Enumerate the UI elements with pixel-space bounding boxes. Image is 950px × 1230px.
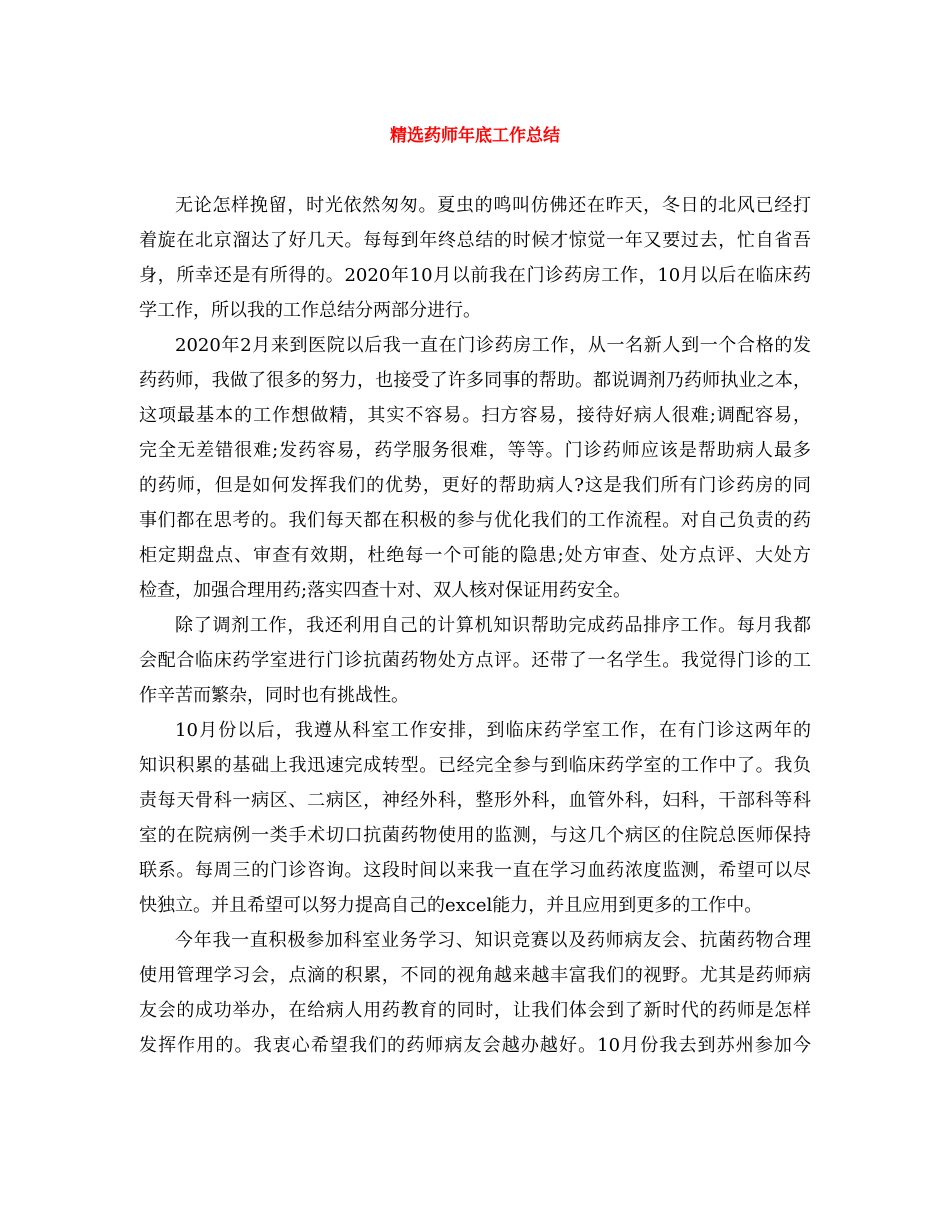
paragraph-line: 发挥作用的。我衷心希望我们的药师病友会越办越好。10月份我去到苏州参加今 <box>139 1035 811 1056</box>
paragraph-line: 室的在院病例一类手术切口抗菌药物使用的监测，与这几个病区的住院总医师保持 <box>139 825 811 846</box>
paragraph-line: 使用管理学习会，点滴的积累，不同的视角越来越丰富我们的视野。尤其是药师病 <box>139 965 811 986</box>
paragraph-line: 2020年2月来到医院以后我一直在门诊药房工作，从一名新人到一个合格的发 <box>175 335 811 356</box>
paragraph-line: 10月份以后，我遵从科室工作安排，到临床药学室工作，在有门诊这两年的 <box>175 720 811 741</box>
paragraph <box>139 923 811 1063</box>
paragraph <box>139 188 811 328</box>
paragraph <box>139 608 811 713</box>
paragraph-line: 责每天骨科一病区、二病区，神经外科，整形外科，血管外科，妇科，干部科等科 <box>139 790 811 811</box>
document-body <box>139 188 811 1063</box>
paragraph-line: 药药师，我做了很多的努力，也接受了许多同事的帮助。都说调剂乃药师执业之本， <box>139 370 811 391</box>
paragraph <box>139 713 811 923</box>
paragraph-line: 着旋在北京溜达了好几天。每每到年终总结的时候才惊觉一年又要过去，忙自省吾 <box>139 230 811 251</box>
paragraph-line: 知识积累的基础上我迅速完成转型。已经完全参与到临床药学室的工作中了。我负 <box>139 755 811 776</box>
paragraph-line: 今年我一直积极参加科室业务学习、知识竞赛以及药师病友会、抗菌药物合理 <box>175 930 811 951</box>
paragraph-line: 会配合临床药学室进行门诊抗菌药物处方点评。还带了一名学生。我觉得门诊的工 <box>139 650 811 671</box>
paragraph-line: 学工作，所以我的工作总结分两部分进行。 <box>139 300 481 321</box>
paragraph-line: 这项最基本的工作想做精，其实不容易。扫方容易，接待好病人很难;调配容易， <box>139 405 811 426</box>
paragraph-line: 柜定期盘点、审查有效期，杜绝每一个可能的隐患;处方审查、处方点评、大处方 <box>139 545 811 566</box>
paragraph-line: 身，所幸还是有所得的。2020年10月以前我在门诊药房工作，10月以后在临床药 <box>139 265 811 286</box>
paragraph-line: 检查，加强合理用药;落实四查十对、双人核对保证用药安全。 <box>139 580 632 601</box>
paragraph-line: 快独立。并且希望可以努力提高自己的excel能力，并且应用到更多的工作中。 <box>139 895 763 916</box>
paragraph-line: 除了调剂工作，我还利用自己的计算机知识帮助完成药品排序工作。每月我都 <box>175 615 811 636</box>
paragraph-line: 事们都在思考的。我们每天都在积极的参与优化我们的工作流程。对自己负责的药 <box>139 510 811 531</box>
paragraph-line: 完全无差错很难;发药容易，药学服务很难，等等。门诊药师应该是帮助病人最多 <box>139 440 811 461</box>
paragraph-line: 友会的成功举办，在给病人用药教育的同时，让我们体会到了新时代的药师是怎样 <box>139 1000 811 1021</box>
paragraph-line: 的药师，但是如何发挥我们的优势，更好的帮助病人?这是我们所有门诊药房的同 <box>139 475 811 496</box>
document-title: 精选药师年底工作总结 <box>390 126 560 146</box>
paragraph-line: 作辛苦而繁杂，同时也有挑战性。 <box>139 685 409 706</box>
paragraph <box>139 328 811 608</box>
paragraph-line: 无论怎样挽留，时光依然匆匆。夏虫的鸣叫仿佛还在昨天，冬日的北风已经打 <box>175 195 811 216</box>
paragraph-line: 联系。每周三的门诊咨询。这段时间以来我一直在学习血药浓度监测，希望可以尽 <box>139 860 811 881</box>
